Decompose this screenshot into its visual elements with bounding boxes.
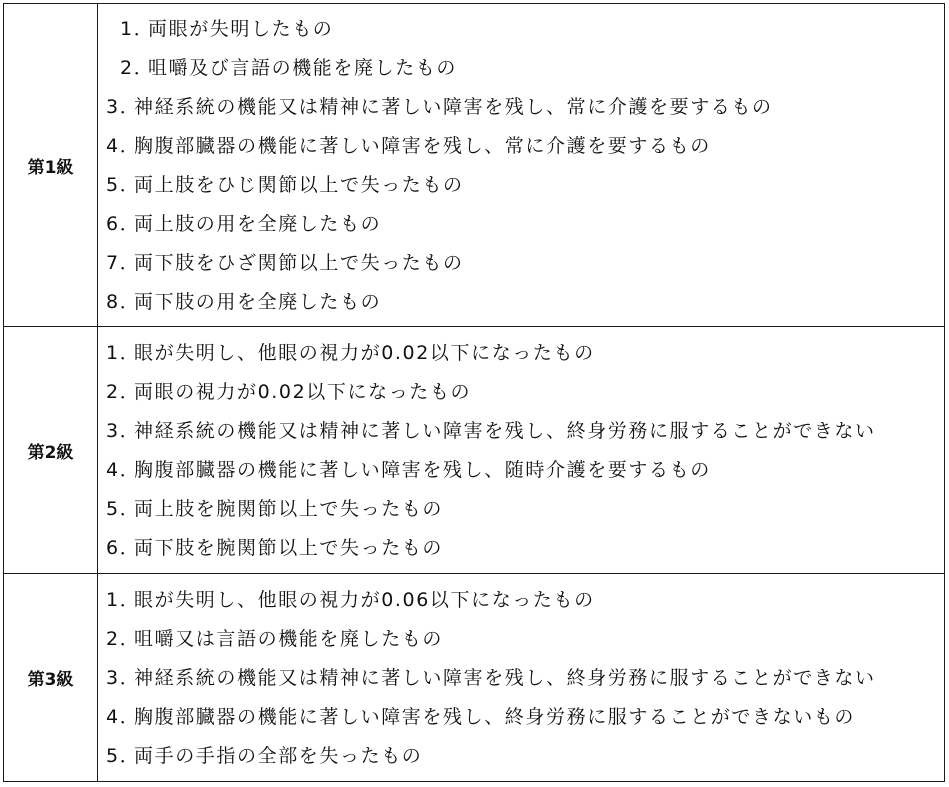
list-item: [106, 451, 944, 490]
item-text: 両手の手指の全部を失ったもの: [134, 745, 423, 767]
grade-label: 第2級: [4, 327, 98, 574]
item-text: 眼が失明し、他眼の視力が0.06以下になったもの: [134, 589, 595, 611]
item-number: 4．: [106, 459, 141, 481]
grade-items: [98, 4, 945, 327]
disability-grade-table: [3, 3, 945, 782]
item-text: 神経系統の機能又は精神に著しい障害を残し、終身労務に服することができない: [134, 667, 876, 689]
item-text: 両下肢をひざ関節以上で失ったもの: [134, 252, 464, 274]
item-number: 7．: [106, 252, 141, 274]
list-item: [106, 10, 944, 49]
list-item: [106, 412, 944, 451]
grade-items: [98, 327, 945, 574]
grade-items: [98, 574, 945, 782]
item-number: 4．: [106, 706, 141, 728]
item-text: 両下肢を腕関節以上で失ったもの: [134, 537, 444, 559]
item-text: 両眼が失明したもの: [148, 18, 334, 40]
item-number: 8．: [106, 291, 141, 313]
list-item: [106, 737, 944, 776]
item-text: 両上肢を腕関節以上で失ったもの: [134, 498, 444, 520]
grade-label: 第3級: [4, 574, 98, 782]
item-text: 咀嚼及び言語の機能を廃したもの: [148, 57, 458, 79]
list-item: [106, 205, 944, 244]
list-item: [106, 283, 944, 322]
list-item: [106, 581, 944, 620]
item-number: 5．: [106, 498, 141, 520]
item-number: 3．: [106, 420, 141, 442]
item-number: 1．: [120, 18, 155, 40]
item-text: 胸腹部臓器の機能に著しい障害を残し、終身労務に服することができないもの: [134, 706, 856, 728]
item-number: 4．: [106, 135, 141, 157]
item-number: 5．: [106, 174, 141, 196]
item-number: 3．: [106, 96, 141, 118]
item-number: 2．: [106, 381, 141, 403]
list-item: [106, 373, 944, 412]
item-text: 両上肢の用を全廃したもの: [134, 213, 382, 235]
item-number: 6．: [106, 213, 141, 235]
item-number: 2．: [120, 57, 155, 79]
item-number: 3．: [106, 667, 141, 689]
item-text: 神経系統の機能又は精神に著しい障害を残し、常に介護を要するもの: [134, 96, 773, 118]
grade-label: 第1級: [4, 4, 98, 327]
item-text: 両上肢をひじ関節以上で失ったもの: [134, 174, 464, 196]
item-text: 両眼の視力が0.02以下になったもの: [134, 381, 472, 403]
list-item: [106, 698, 944, 737]
item-text: 咀嚼又は言語の機能を廃したもの: [134, 628, 444, 650]
item-text: 両下肢の用を全廃したもの: [134, 291, 382, 313]
item-text: 胸腹部臓器の機能に著しい障害を残し、随時介護を要するもの: [134, 459, 711, 481]
list-item: [106, 88, 944, 127]
list-item: [106, 166, 944, 205]
list-item: [106, 529, 944, 568]
item-number: 2．: [106, 628, 141, 650]
item-number: 1．: [106, 342, 141, 364]
list-item: [106, 244, 944, 283]
item-text: 眼が失明し、他眼の視力が0.02以下になったもの: [134, 342, 595, 364]
item-text: 神経系統の機能又は精神に著しい障害を残し、終身労務に服することができない: [134, 420, 876, 442]
grade-row-2: [4, 327, 945, 574]
item-text: 胸腹部臓器の機能に著しい障害を残し、常に介護を要するもの: [134, 135, 711, 157]
grade-row-3: [4, 574, 945, 782]
list-item: [106, 490, 944, 529]
item-number: 1．: [106, 589, 141, 611]
list-item: [106, 659, 944, 698]
list-item: [106, 127, 944, 166]
item-number: 6．: [106, 537, 141, 559]
grade-row-1: [4, 4, 945, 327]
item-number: 5．: [106, 745, 141, 767]
list-item: [106, 620, 944, 659]
list-item: [106, 49, 944, 88]
list-item: [106, 334, 944, 373]
